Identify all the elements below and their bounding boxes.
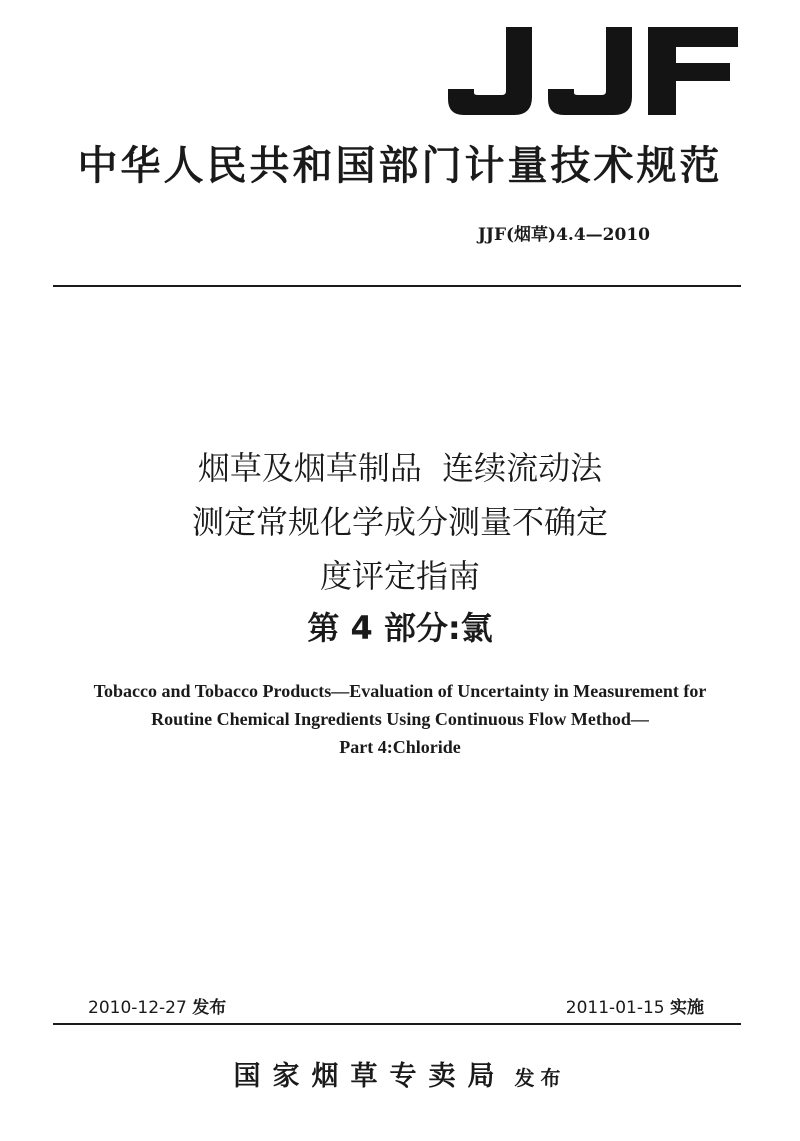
issued-date-value: 2010-12-27 xyxy=(88,998,187,1018)
issued-date xyxy=(88,996,226,1020)
standard-code: JJF(烟草)4.4—2010 xyxy=(477,225,650,245)
jjf-logo-mark xyxy=(448,27,738,115)
effective-label: 实施 xyxy=(670,998,704,1018)
issued-label: 发布 xyxy=(192,998,227,1018)
title-cn-line-2: 测定常规化学成分测量不确定 xyxy=(191,503,608,541)
title-en-line-1: Tobacco and Tobacco Products—Evaluation of Uncertainty in Measurement for xyxy=(93,681,707,701)
issuer-label: 发布 xyxy=(514,1066,567,1090)
title-cn-part: 第 4 部分:氯 xyxy=(307,609,493,647)
issuer xyxy=(0,1057,800,1100)
title-cn-line-1: 烟草及烟草制品 连续流动法 xyxy=(197,449,603,487)
issuer-name: 国家烟草专卖局 xyxy=(233,1061,507,1092)
org-title: 中华人民共和国部门计量技术规范 xyxy=(77,142,723,189)
jjf-logo xyxy=(448,27,738,115)
top-divider xyxy=(53,285,741,287)
effective-date xyxy=(566,996,704,1020)
effective-date-value: 2011-01-15 xyxy=(565,998,665,1018)
bottom-divider xyxy=(53,1023,741,1025)
title-cn-line-3: 度评定指南 xyxy=(319,557,480,595)
title-en-line-2: Routine Chemical Ingredients Using Continuous Flow Method— xyxy=(151,709,649,729)
title-en-part: Part 4:Chloride xyxy=(339,737,461,757)
